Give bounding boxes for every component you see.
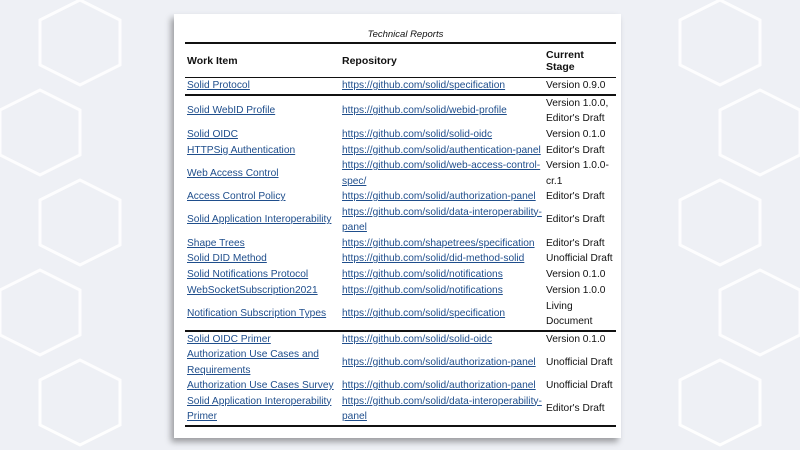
table-body: [185, 78, 616, 426]
table-row: [185, 78, 616, 95]
work-item-link[interactable]: Solid Protocol: [187, 80, 250, 91]
table-row: [185, 394, 616, 426]
work-item-link[interactable]: Access Control Policy: [187, 191, 286, 202]
cell-repository: [340, 378, 544, 394]
table-caption: Technical Reports: [367, 29, 444, 40]
repository-link[interactable]: https://github.com/solid/specification: [342, 308, 506, 320]
header-row: [185, 43, 616, 78]
cell-current-stage: Version 0.1.0: [546, 269, 606, 280]
cell-work-item: [185, 347, 340, 378]
cell-repository: [340, 205, 544, 236]
table-row: [185, 143, 616, 159]
table-row: [185, 205, 616, 236]
document-page: [174, 14, 621, 438]
cell-repository: [340, 78, 544, 95]
cell-repository: [340, 267, 544, 283]
repository-link[interactable]: https://github.com/solid/notifications: [342, 269, 503, 280]
cell-current-stage: Version 1.0.0-cr.1: [546, 160, 609, 187]
work-item-link[interactable]: Authorization Use Cases Survey: [187, 380, 334, 391]
cell-work-item: [185, 127, 340, 143]
cell-work-item: [185, 95, 340, 127]
repository-link[interactable]: https://github.com/solid/specification: [342, 80, 506, 91]
repository-link[interactable]: https://github.com/solid/web-access-control-spec/: [342, 160, 541, 187]
cell-repository: [340, 143, 544, 159]
cell-work-item: [185, 251, 340, 267]
table-row: [185, 299, 616, 331]
repository-link[interactable]: https://github.com/solid/webid-profile: [342, 105, 507, 117]
table-row: [185, 378, 616, 394]
cell-work-item: [185, 394, 340, 426]
cell-repository: [340, 251, 544, 267]
repository-link[interactable]: https://github.com/solid/authorization-panel: [342, 191, 536, 202]
cell-work-item: [185, 205, 340, 236]
header-repository: Repository: [340, 43, 544, 78]
cell-repository: [340, 394, 544, 426]
cell-repository: [340, 331, 544, 348]
work-item-link[interactable]: Solid Notifications Protocol: [187, 269, 309, 280]
repository-link[interactable]: https://github.com/shapetrees/specification: [342, 237, 535, 249]
table-row: [185, 251, 616, 267]
work-item-link[interactable]: Shape Trees: [187, 237, 245, 249]
cell-current-stage: Editor's Draft: [546, 237, 605, 249]
table-row: [185, 189, 616, 205]
cell-repository: [340, 158, 544, 189]
work-item-link[interactable]: Solid WebID Profile: [187, 105, 276, 117]
cell-repository: [340, 189, 544, 205]
repository-link[interactable]: https://github.com/solid/authorization-panel: [342, 356, 536, 368]
cell-repository: [340, 95, 544, 127]
table-row: [185, 127, 616, 143]
cell-work-item: [185, 189, 340, 205]
cell-work-item: [185, 283, 340, 299]
cell-current-stage: Editor's Draft: [546, 214, 605, 226]
cell-current-stage: Unofficial Draft: [546, 253, 613, 265]
cell-current-stage: Editor's Draft: [546, 191, 605, 202]
table-row: [185, 236, 616, 252]
repository-link[interactable]: https://github.com/solid/solid-oidc: [342, 333, 493, 345]
work-item-link[interactable]: Solid OIDC: [187, 128, 238, 140]
work-item-link[interactable]: Solid DID Method: [187, 253, 267, 265]
repository-link[interactable]: https://github.com/solid/authorization-panel: [342, 380, 536, 391]
cell-current-stage: Version 0.1.0: [544, 331, 616, 348]
work-item-link[interactable]: WebSocketSubscription2021: [187, 284, 318, 296]
cell-current-stage: Version 0.9.0: [546, 80, 606, 91]
work-item-link[interactable]: Solid Application Interoperability: [187, 214, 332, 226]
repository-link[interactable]: https://github.com/solid/authentication-panel: [342, 144, 541, 156]
table-row: [185, 158, 616, 189]
table-row: [185, 283, 616, 299]
work-item-link[interactable]: Notification Subscription Types: [187, 308, 327, 320]
cell-current-stage: Version 0.1.0: [546, 128, 606, 140]
table-row: [185, 267, 616, 283]
cell-work-item: [185, 158, 340, 189]
work-item-link[interactable]: Authorization Use Cases and Requirements: [187, 349, 319, 376]
work-item-link[interactable]: Solid Application Interoperability Primer: [187, 395, 332, 422]
cell-repository: [340, 299, 544, 331]
cell-repository: [340, 347, 544, 378]
cell-work-item: [185, 78, 340, 95]
cell-work-item: [185, 331, 340, 348]
cell-repository: [340, 283, 544, 299]
technical-reports-table: [185, 42, 616, 427]
cell-current-stage: Living Document: [546, 300, 593, 327]
cell-current-stage: Unofficial Draft: [546, 380, 613, 391]
cell-work-item: [185, 236, 340, 252]
table-row: [185, 95, 616, 127]
cell-current-stage: Unofficial Draft: [546, 356, 613, 368]
cell-work-item: [185, 378, 340, 394]
cell-work-item: [185, 267, 340, 283]
repository-link[interactable]: https://github.com/solid/notifications: [342, 284, 503, 296]
cell-current-stage: Editor's Draft: [546, 144, 605, 156]
table-row: [185, 331, 616, 348]
cell-repository: [340, 127, 544, 143]
cell-work-item: [185, 299, 340, 331]
work-item-link[interactable]: Web Access Control: [187, 167, 279, 179]
repository-link[interactable]: https://github.com/solid/solid-oidc: [342, 128, 493, 140]
work-item-link[interactable]: Solid OIDC Primer: [187, 333, 271, 345]
cell-current-stage: Version 1.0.0: [546, 284, 606, 296]
repository-link[interactable]: https://github.com/solid/data-interoperability-panel: [342, 206, 542, 233]
cell-work-item: [185, 143, 340, 159]
table-row: [185, 347, 616, 378]
work-item-link[interactable]: HTTPSig Authentication: [187, 144, 296, 156]
repository-link[interactable]: https://github.com/solid/data-interoperability-panel: [342, 395, 542, 422]
cell-repository: [340, 236, 544, 252]
repository-link[interactable]: https://github.com/solid/did-method-solid: [342, 253, 525, 265]
cell-current-stage: Editor's Draft: [544, 394, 616, 426]
header-current-stage: Current Stage: [544, 43, 616, 78]
header-work-item: Work Item: [185, 43, 340, 78]
cell-current-stage: Version 1.0.0, Editor's Draft: [544, 95, 616, 127]
